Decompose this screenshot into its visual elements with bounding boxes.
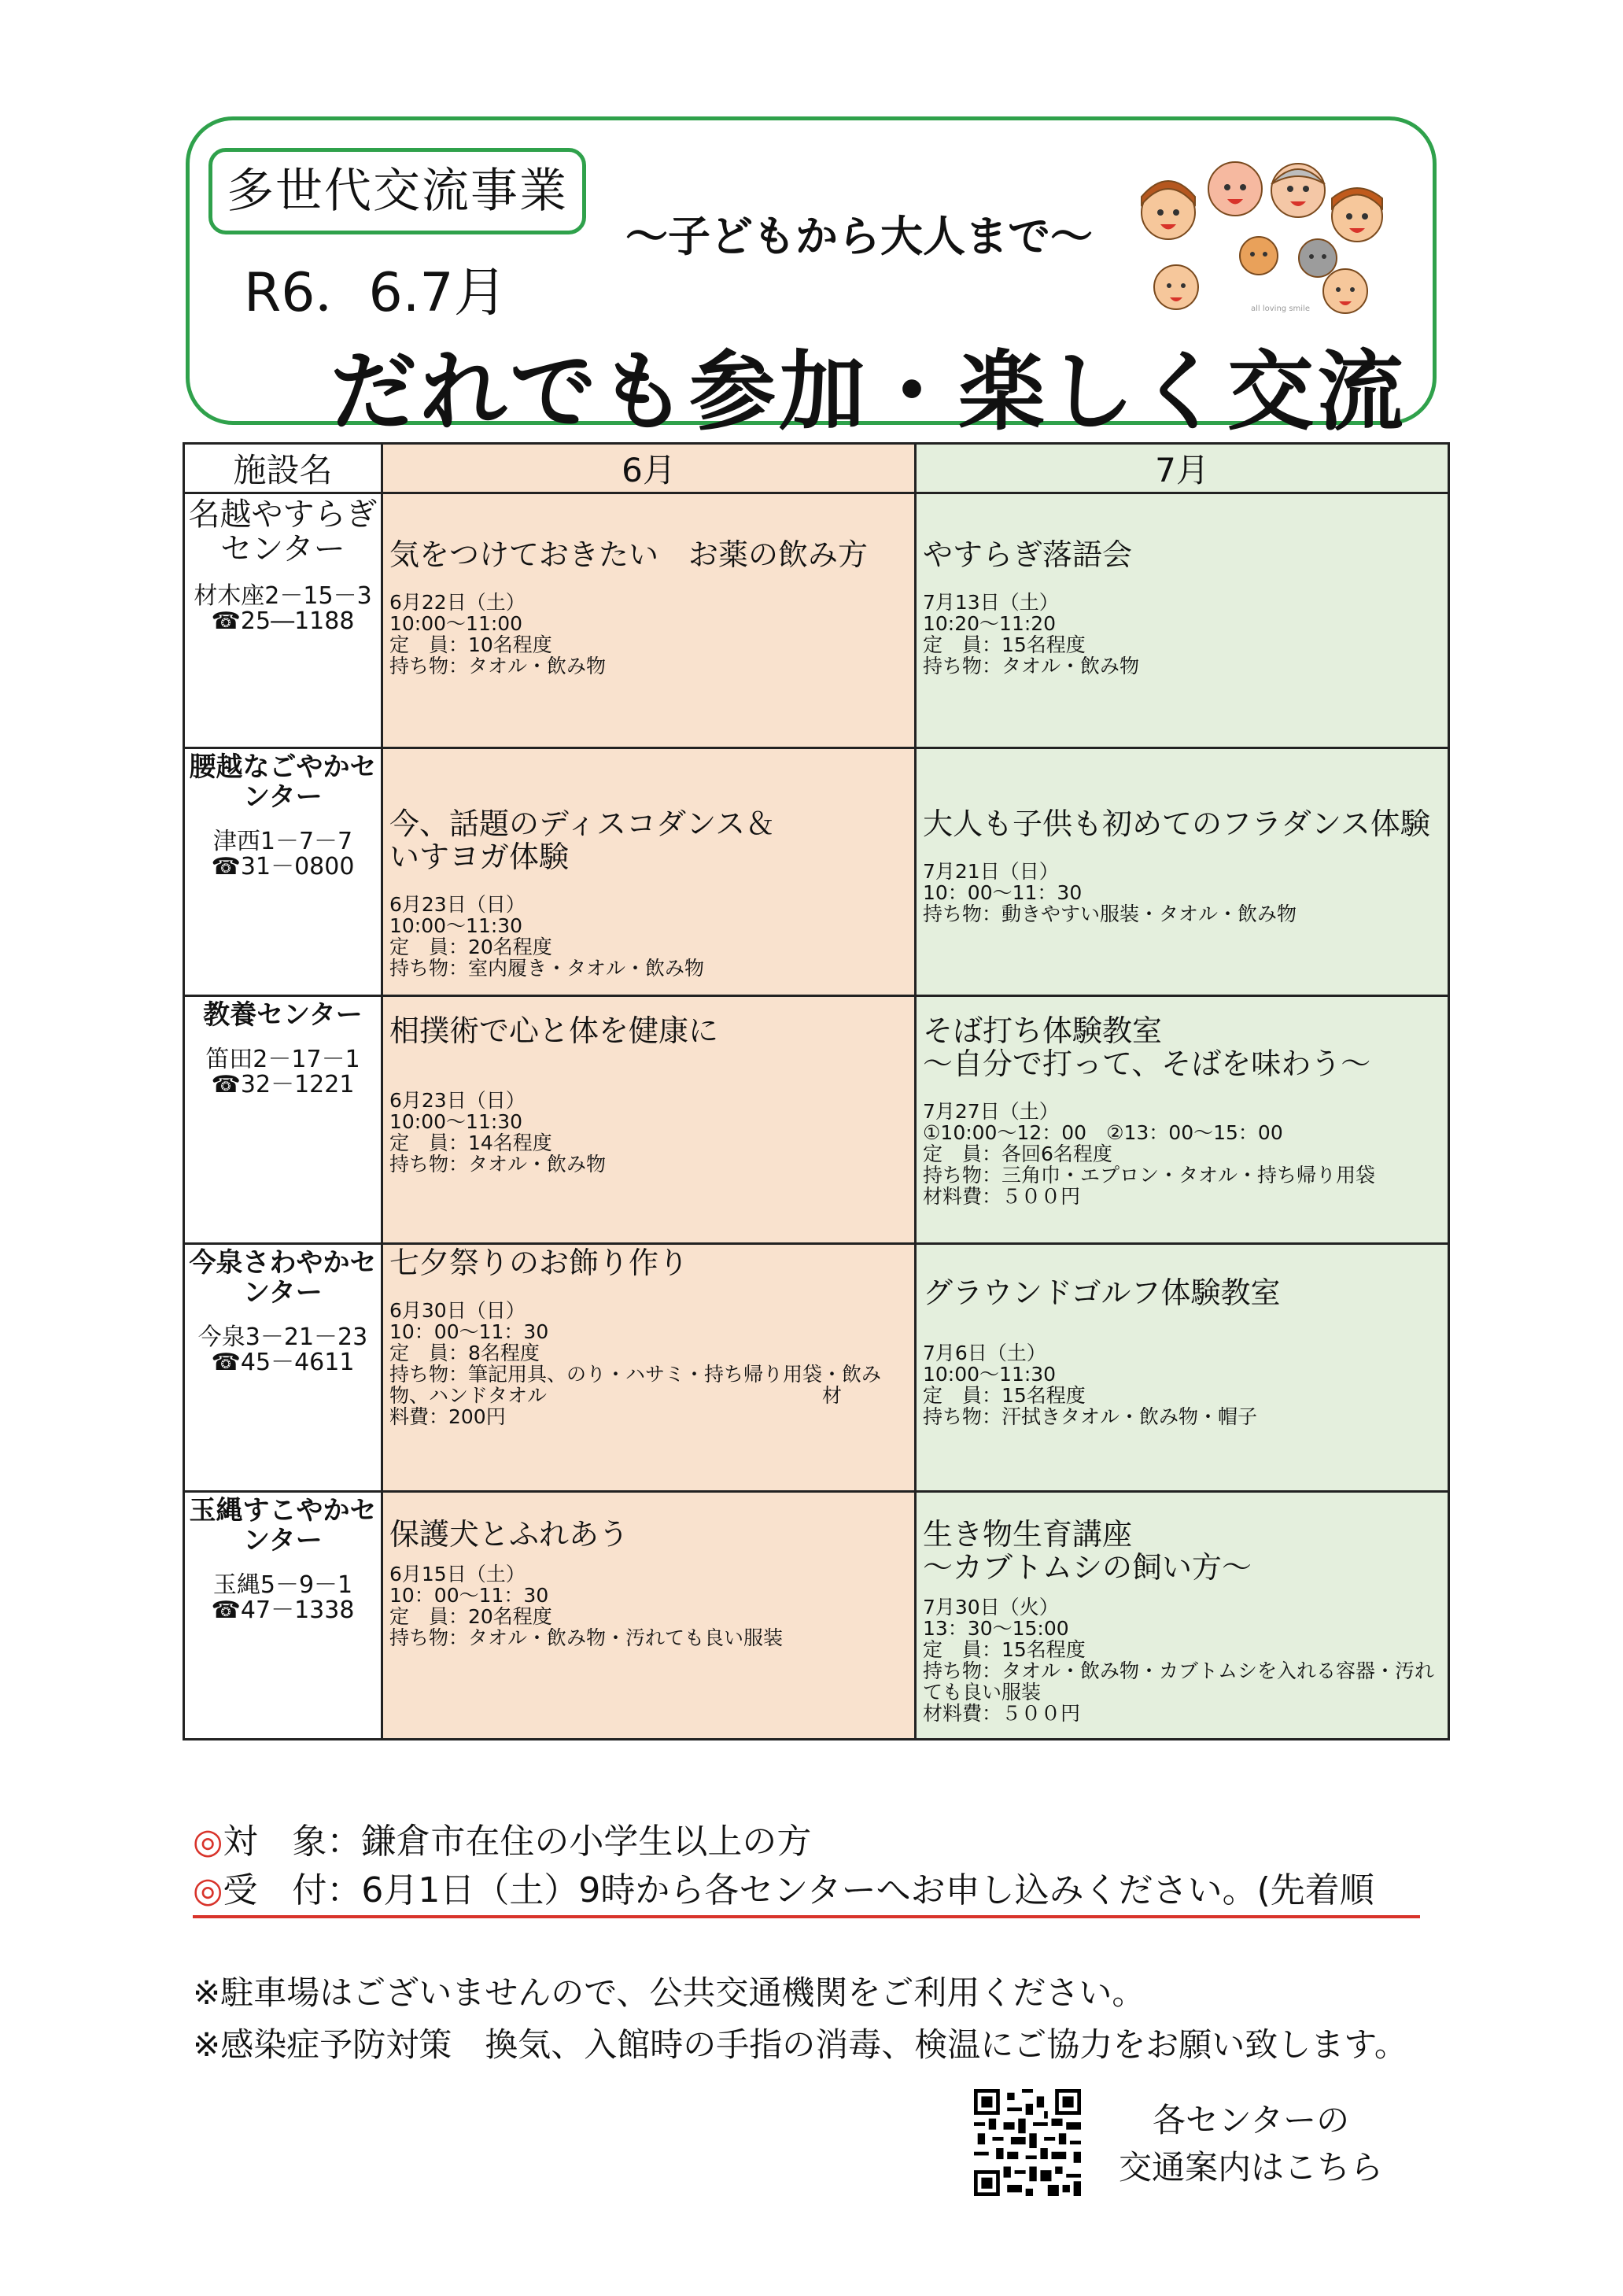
facility-cell [184,1492,382,1740]
facility-name: 今泉さわやかセンター [189,1247,377,1309]
facility-cell [184,748,382,996]
remarks-section [193,1967,1407,2071]
event-details: 6月15日（土） 10：00～11：30 定 員：20名程度 持ち物：タオル・飲み物・汚れても良い服装 [389,1563,784,1649]
event-details: 7月27日（土） ①10:00～12：00 ②13：00～15：00 定 員：各回6名程度 持ち物：三角巾・エプロン・タオル・持ち帰り用袋 材料費：５００円 [923,1100,1376,1208]
table-header-row [184,444,1449,493]
header-season: R6．6.7月 [244,262,507,324]
event-details: 7月6日（土） 10:00～11:30 定 員：15名程度 持ち物：汗拭きタオル・飲み物・帽子 [923,1342,1258,1428]
table-row [184,996,1449,1244]
june-event-cell [382,1492,916,1740]
schedule-table [183,442,1450,1740]
header-subtitle: ～子どもから大人まで～ [625,212,1093,261]
bullet-mark: ◎ [193,1870,223,1910]
column-header-june: 6月 [382,444,916,493]
event-details: 6月30日（日） 10：00～11：30 定 員：8名程度 持ち物：筆記用具、のり・ハサミ・持ち帰り用袋・飲み物、ハンドタオル 材 料費：200円 [389,1299,882,1428]
reception-text: 受 付：6月1日（土）9時から各センターへお申し込みください。(先着順 [223,1870,1374,1910]
event-title: 気をつけておきたい お薬の飲み方 [389,537,869,572]
june-event-cell [382,493,916,748]
event-title: 大人も子供も初めてのフラダンス体験 [923,807,1430,841]
column-header-july: 7月 [916,444,1449,493]
event-title: 今、話題のディスコダンス＆いすヨガ体験 [389,807,776,874]
facility-address: 玉縄5－9－1 [212,1571,353,1599]
event-title: グラウンドゴルフ体験教室 [923,1275,1281,1310]
july-event-cell [916,493,1449,748]
facility-phone: ☎32－1221 [211,1071,355,1098]
table-row [184,1492,1449,1740]
facility-address: 今泉3－21－23 [197,1323,368,1351]
facility-phone: ☎25―1188 [211,607,355,635]
qr-caption [1101,2097,1400,2191]
facility-cell [184,996,382,1244]
july-event-cell [916,1492,1449,1740]
parking-remark: ※駐車場はございませんので、公共交通機関をご利用ください。 [193,1973,1145,2012]
facility-name: 腰越なごやかセンター [189,751,377,813]
july-event-cell [916,996,1449,1244]
facility-address: 津西1－7－7 [212,828,353,855]
column-header-facility: 施設名 [184,444,382,493]
facility-address: 材木座2－15－3 [194,582,372,610]
june-event-cell [382,748,916,996]
event-title: 七夕祭りのお飾り作り [389,1246,689,1280]
table-row [184,1244,1449,1492]
facility-phone: ☎47－1338 [211,1596,355,1624]
qr-code-icon[interactable] [974,2089,1081,2196]
event-title: 相撲術で心と体を健康に [389,1013,719,1048]
target-note [193,1818,1459,1866]
event-title: そば打ち体験教室 ～自分で打って、そばを味わう～ [923,1013,1371,1081]
facility-cell [184,1244,382,1492]
target-text: 対 象：鎌倉市在住の小学生以上の方 [223,1822,812,1862]
qr-caption-line1: 各センターの [1152,2101,1350,2139]
event-title: 生き物生育講座 ～カブトムシの飼い方～ [923,1517,1252,1585]
june-event-cell [382,1244,916,1492]
facility-phone: ☎45－4611 [211,1349,355,1376]
facility-name: 教養センター [203,999,363,1031]
facility-cell [184,493,382,748]
facility-name: 名越やすらぎセンター [188,496,378,567]
notes-section [193,1818,1459,1918]
program-tag: 多世代交流事業 [208,148,586,234]
qr-caption-line2: 交通案内はこちら [1118,2148,1383,2187]
event-title: 保護犬とふれあう [389,1517,629,1552]
table-row [184,493,1449,748]
event-details: 6月23日（日） 10:00～11:30 定 員：14名程度 持ち物：タオル・飲み物 [389,1089,607,1176]
infection-remark: ※感染症予防対策 換気、入館時の手指の消毒、検温にご協力をお願い致します。 [193,2025,1407,2064]
event-details: 6月22日（土） 10:00～11:00 定 員：10名程度 持ち物：タオル・飲み物 [389,591,607,677]
illustration-caption: all loving smile [1251,305,1310,313]
facility-phone: ☎31－0800 [211,853,355,880]
multigenerational-family-faces-icon [1133,149,1392,330]
july-event-cell [916,1244,1449,1492]
facility-name: 玉縄すこやかセンター [189,1495,377,1556]
table-row [184,748,1449,996]
event-title: やすらぎ落語会 [923,537,1133,572]
reception-note [193,1866,1420,1918]
event-details: 6月23日（日） 10:00～11:30 定 員：20名程度 持ち物：室内履き・タオル・飲み物 [389,893,705,980]
event-details: 7月13日（土） 10:20～11:20 定 員：15名程度 持ち物：タオル・飲み物 [923,591,1140,677]
june-event-cell [382,996,916,1244]
event-details: 7月30日（火） 13：30～15:00 定 員：15名程度 持ち物：タオル・飲み物・カブトムシを入れる容器・汚れても良い服装 材料費：５００円 [923,1596,1435,1725]
bullet-mark: ◎ [193,1822,223,1862]
event-details: 7月21日（日） 10：00～11：30 持ち物：動きやすい服装・タオル・飲み物 [923,860,1297,925]
page-title: だれでも参加・楽しく交流 [330,341,1407,442]
july-event-cell [916,748,1449,996]
facility-address: 笛田2－17－1 [205,1046,360,1073]
